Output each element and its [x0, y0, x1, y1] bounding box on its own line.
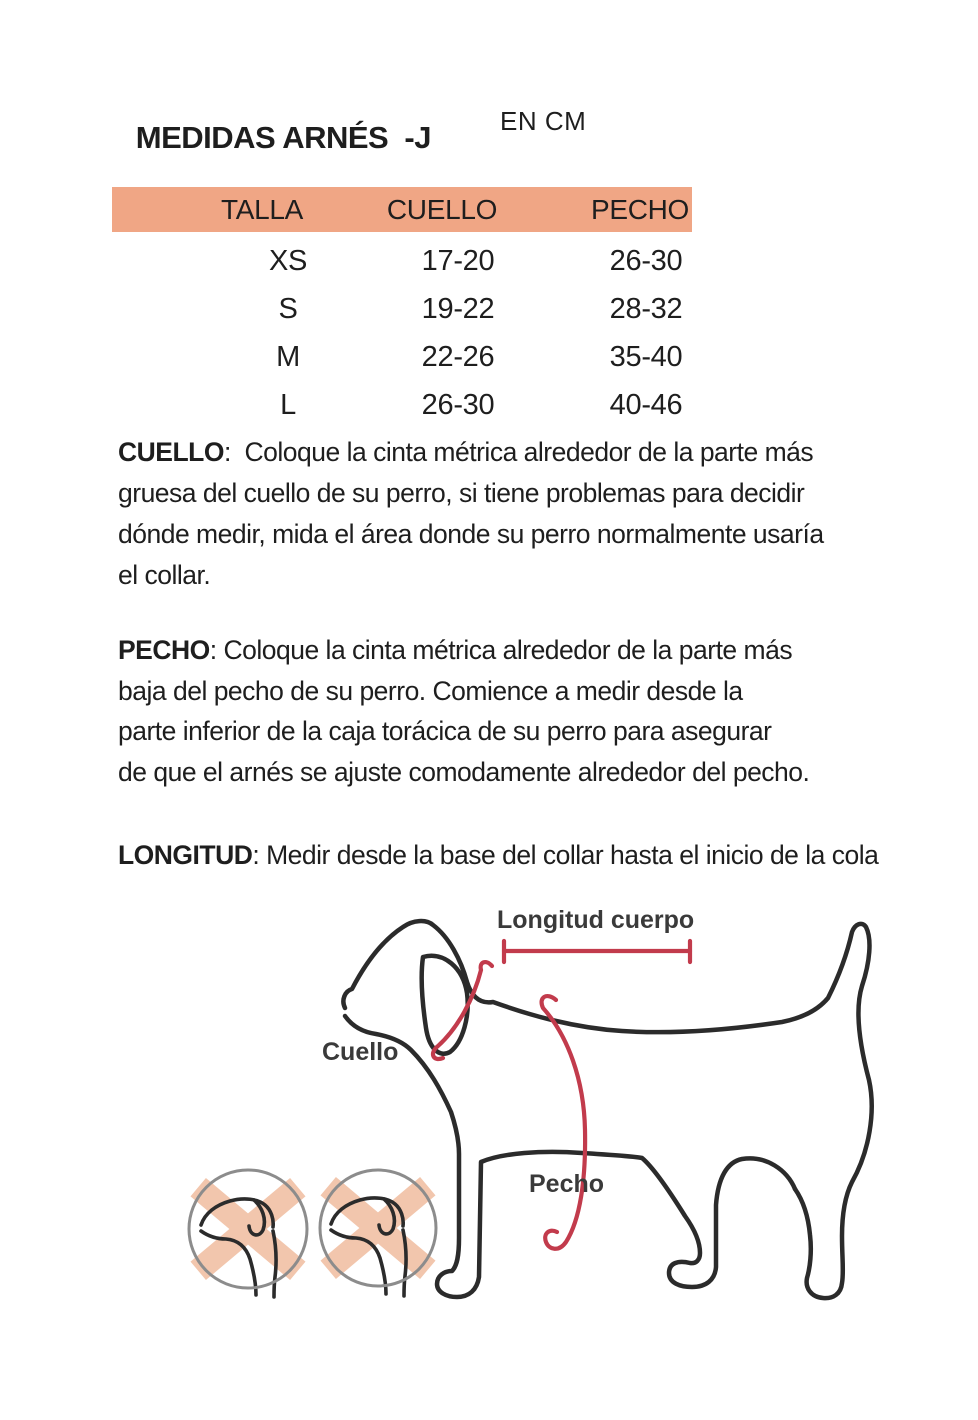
cell-talla: S	[278, 293, 298, 325]
chest-measure-label: Pecho	[529, 1170, 605, 1198]
paragraph-line: gruesa del cuello de su perro, si tiene problemas para decidir	[118, 478, 805, 508]
length-measure-label: Longitud cuerpo	[497, 906, 695, 934]
document-title: MEDIDAS ARNÉS -J	[135, 120, 431, 155]
column-header-cuello: CUELLO	[386, 194, 498, 225]
paragraph-line: de que el arnés se ajuste comodamente alrededor del pecho.	[118, 756, 810, 787]
paragraph-lead: CUELLO	[118, 437, 224, 467]
paragraph-text: : Coloque la cinta métrica alrededor de la parte más	[209, 635, 793, 665]
dog-outline-icon	[343, 921, 871, 1298]
paragraph-line: el collar.	[118, 560, 211, 590]
cell-pecho: 40-46	[609, 389, 683, 421]
paragraph-lead: LONGITUD	[118, 840, 253, 870]
cell-talla: XS	[268, 245, 308, 277]
measure-arrow-icon	[504, 941, 690, 962]
cell-cuello: 26-30	[421, 389, 495, 421]
cell-cuello: 22-26	[421, 341, 495, 373]
cell-pecho: 35-40	[609, 341, 683, 373]
chest-band-icon	[542, 996, 586, 1249]
unit-note: EN CM	[500, 106, 587, 136]
paragraph-lead: PECHO	[118, 635, 210, 665]
paragraph-text: : Medir desde la base del collar hasta el inicio de la cola	[252, 840, 879, 870]
paragraph-line: parte inferior de la caja torácica de su perro para asegurar	[118, 716, 772, 746]
paragraph-text: : Coloque la cinta métrica alrededor de la parte más	[223, 437, 814, 467]
cell-talla: M	[276, 341, 300, 373]
paragraph-line: dónde medir, mida el área donde su perro normalmente usaría	[118, 519, 824, 549]
column-header-talla: TALLA	[220, 194, 304, 225]
no-collar-circle-icon	[189, 1170, 307, 1297]
cell-cuello: 19-22	[421, 293, 495, 325]
cell-cuello: 17-20	[421, 245, 495, 277]
paragraph-line: baja del pecho de su perro. Comience a medir desde la	[118, 675, 743, 706]
cell-talla: L	[280, 389, 296, 421]
cell-pecho: 28-32	[609, 293, 683, 325]
no-collar-circle-icon	[320, 1170, 436, 1296]
neck-measure-label: Cuello	[322, 1038, 399, 1066]
column-header-pecho: PECHO	[590, 194, 690, 225]
cell-pecho: 26-30	[609, 245, 683, 277]
